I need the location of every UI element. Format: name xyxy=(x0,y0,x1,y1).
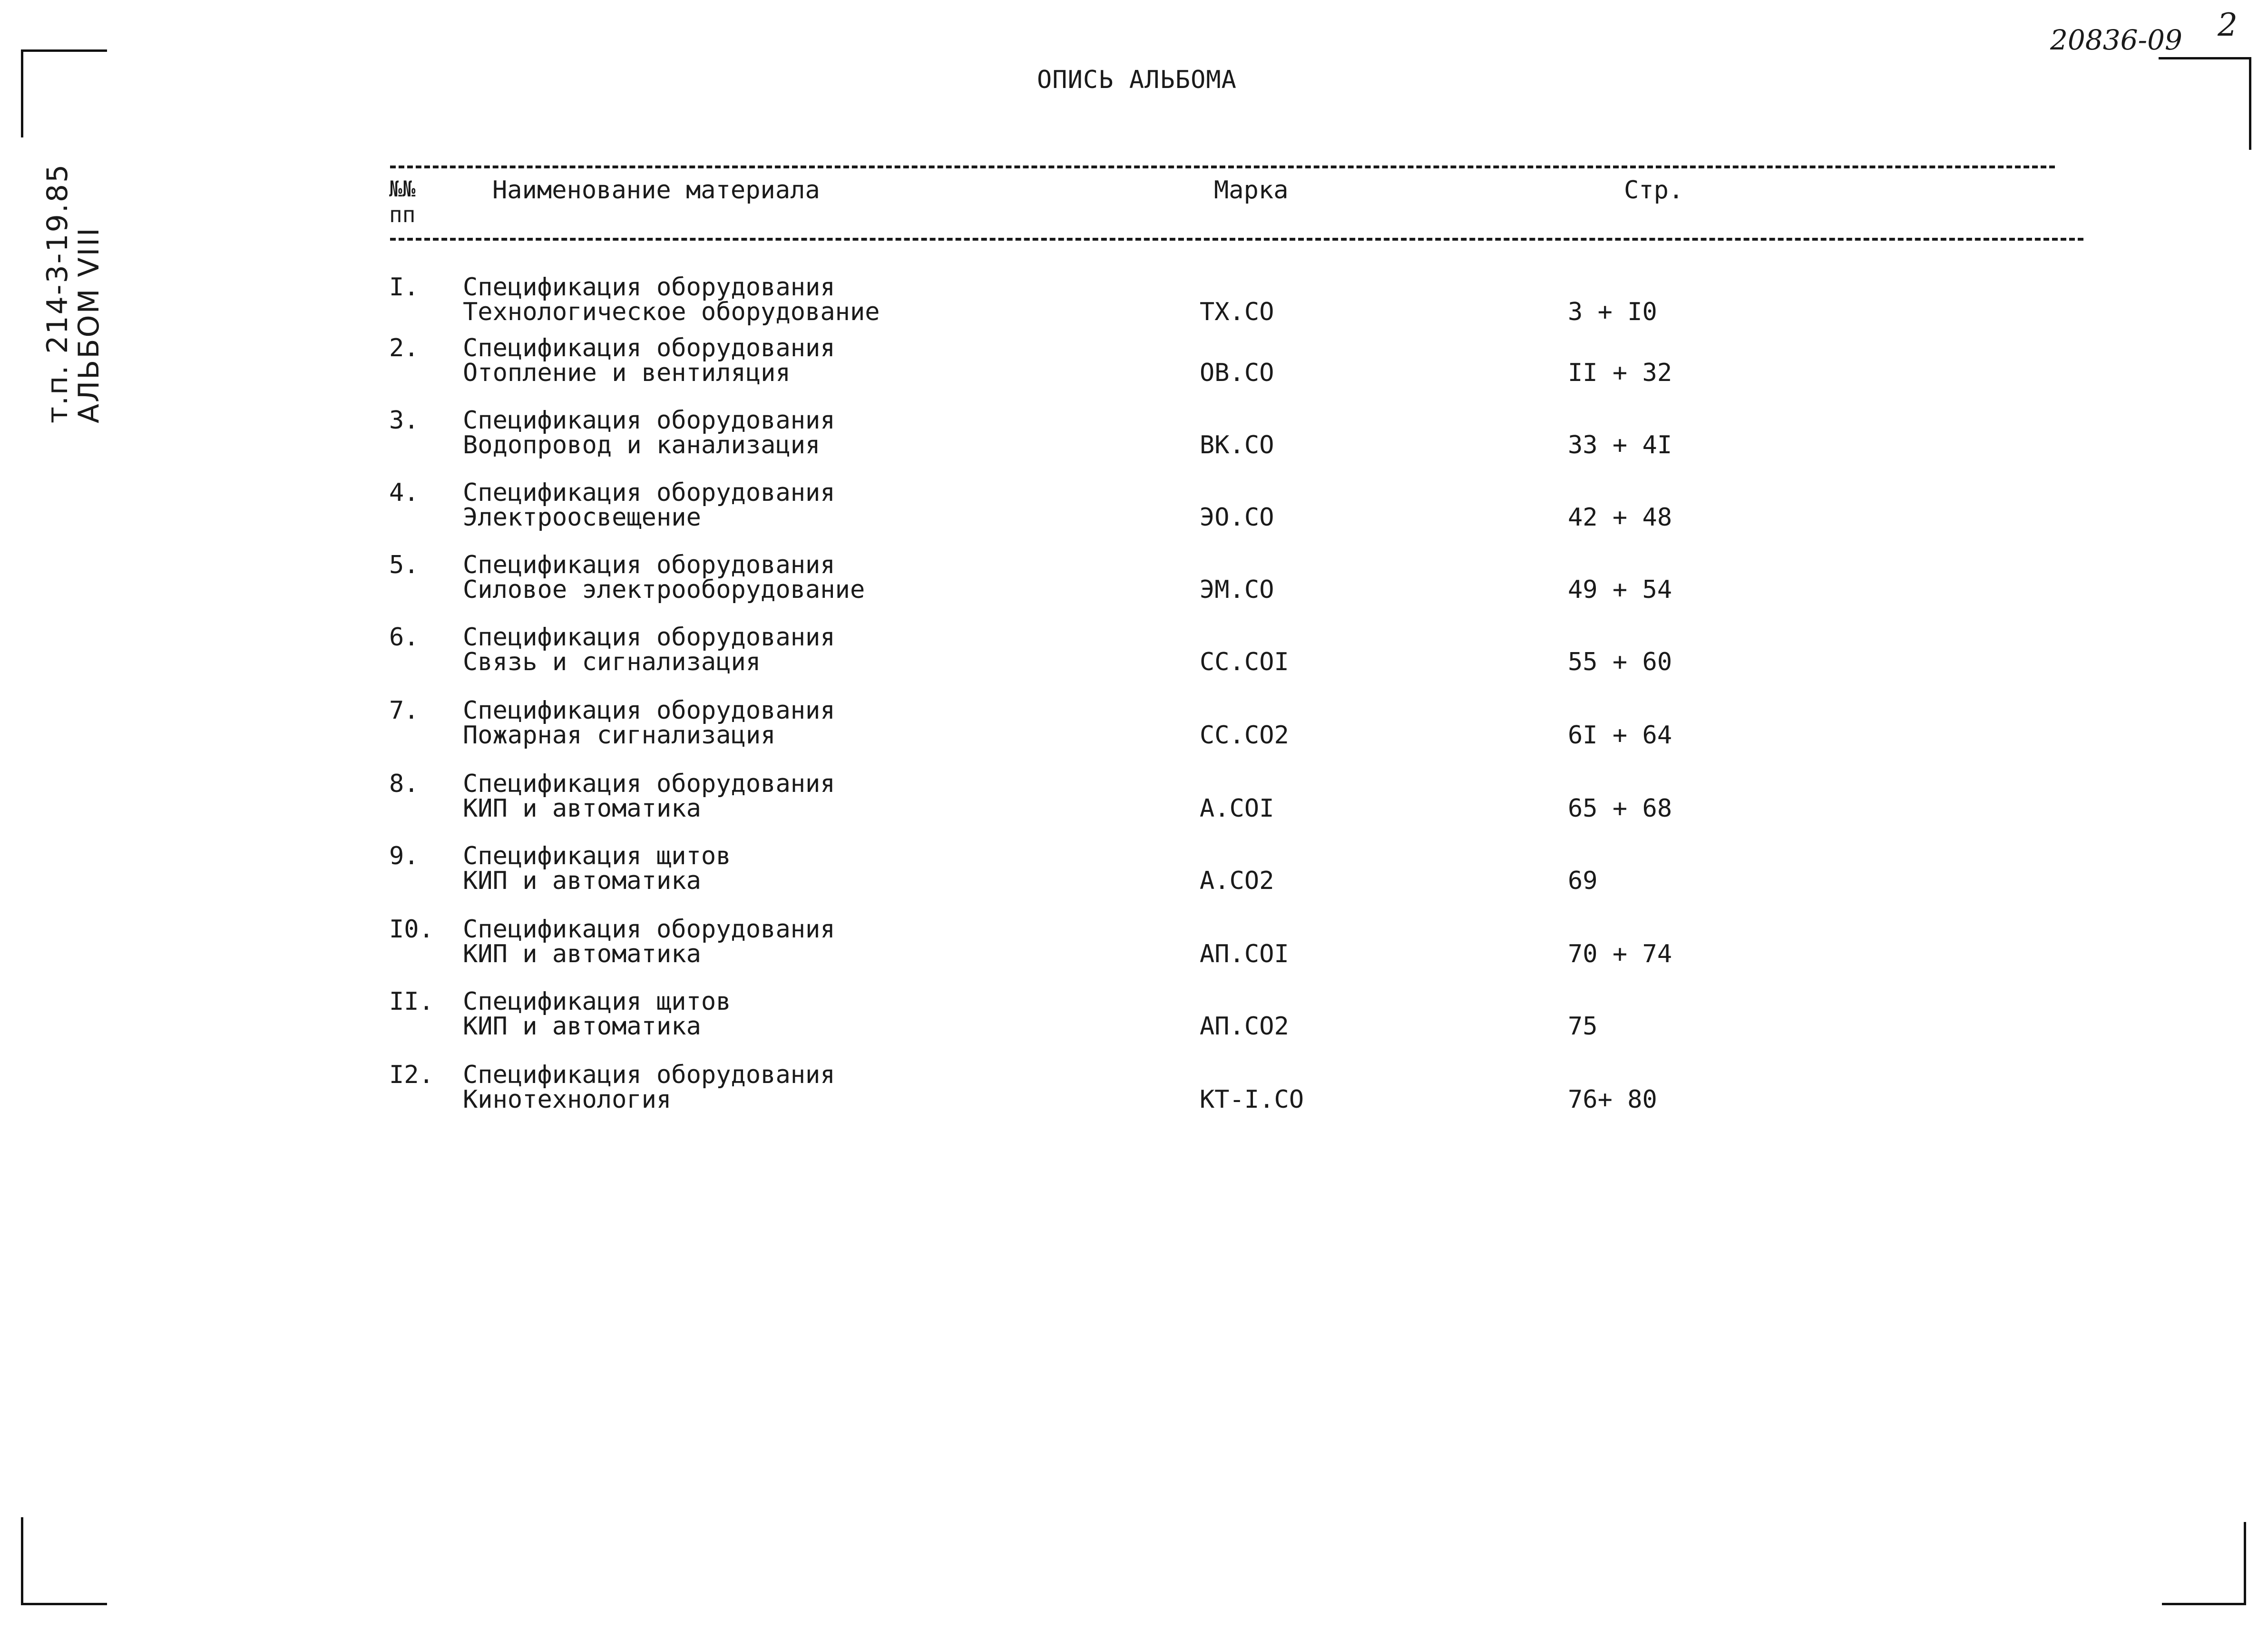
table-row xyxy=(0,625,2268,696)
row-mark: КТ-I.СО xyxy=(1200,1085,1304,1114)
row-name xyxy=(463,336,835,385)
row-number: 5. xyxy=(389,551,419,579)
column-header-name: Наименование материала xyxy=(492,176,820,205)
row-pages: 76+ 80 xyxy=(1568,1085,1657,1114)
row-pages: 3 + I0 xyxy=(1568,298,1657,326)
row-name xyxy=(463,1063,835,1112)
row-name-line1: Спецификация оборудования xyxy=(463,770,835,798)
row-name-line2: КИП и автоматика xyxy=(463,794,701,823)
column-header-number xyxy=(389,176,415,227)
row-name-line2: Водопровод и канализация xyxy=(463,431,821,459)
row-number: I2. xyxy=(389,1061,434,1089)
row-name xyxy=(463,698,835,748)
row-mark: ЭО.СО xyxy=(1200,503,1274,532)
row-name xyxy=(463,480,835,530)
row-name-line1: Спецификация оборудования xyxy=(463,334,835,362)
table-row xyxy=(0,844,2268,915)
row-number: 3. xyxy=(389,406,419,435)
row-name-line2: Силовое электрооборудование xyxy=(463,576,865,604)
row-name-line2: Связь и сигнализация xyxy=(463,648,761,676)
frame-corner-bottom-right xyxy=(2162,1522,2246,1605)
row-name xyxy=(463,989,731,1039)
row-number: 4. xyxy=(389,478,419,507)
side-stamp-line2: АЛЬБОМ VIII xyxy=(72,226,106,423)
row-number: I0. xyxy=(389,915,434,944)
row-name-line2: Пожарная сигнализация xyxy=(463,721,776,750)
row-name-line2: КИП и автоматика xyxy=(463,867,701,895)
row-name-line1: Спецификация оборудования xyxy=(463,915,835,944)
row-number: 7. xyxy=(389,696,419,725)
row-name-line1: Спецификация оборудования xyxy=(463,273,835,302)
frame-corner-top-right xyxy=(2159,57,2251,150)
row-pages: 75 xyxy=(1568,1012,1598,1041)
page-number: 2 xyxy=(2218,7,2238,43)
header-top-rule xyxy=(390,166,2055,168)
row-number: 8. xyxy=(389,770,419,798)
row-number: 9. xyxy=(389,842,419,870)
table-row xyxy=(0,408,2268,479)
page-title: ОПИСЬ АЛЬБОМА xyxy=(1037,66,1237,94)
row-pages: II + 32 xyxy=(1568,359,1672,387)
frame-corner-top-left xyxy=(21,49,107,137)
row-name xyxy=(463,917,835,966)
row-pages: 65 + 68 xyxy=(1568,794,1672,823)
row-name-line2: Технологическое оборудование xyxy=(463,298,880,326)
row-name xyxy=(463,771,835,821)
row-pages: 6I + 64 xyxy=(1568,721,1672,750)
column-header-mark: Марка xyxy=(1214,176,1289,205)
table-row xyxy=(0,989,2268,1061)
row-pages: 69 xyxy=(1568,867,1598,895)
side-stamp-line1: т.п. 214-3-19.85 xyxy=(41,163,74,423)
column-header-number-line2: пп xyxy=(389,202,416,227)
table-row xyxy=(0,553,2268,624)
row-number: II. xyxy=(389,987,434,1016)
row-name-line1: Спецификация оборудования xyxy=(463,551,835,579)
row-pages: 33 + 4I xyxy=(1568,431,1672,459)
row-name-line2: Электроосвещение xyxy=(463,503,701,532)
row-name xyxy=(463,553,865,602)
table-row xyxy=(0,917,2268,988)
row-name-line2: КИП и автоматика xyxy=(463,940,701,968)
row-name xyxy=(463,625,835,674)
row-mark: АП.СО2 xyxy=(1200,1012,1289,1041)
row-name-line1: Спецификация щитов xyxy=(463,987,731,1016)
header-bottom-rule xyxy=(390,238,2083,241)
row-name-line1: Спецификация оборудования xyxy=(463,696,835,725)
row-mark: ОВ.СО xyxy=(1200,359,1274,387)
row-name-line2: КИП и автоматика xyxy=(463,1012,701,1041)
row-name-line2: Кинотехнология xyxy=(463,1085,672,1114)
table-row xyxy=(0,480,2268,552)
row-pages: 55 + 60 xyxy=(1568,648,1672,676)
row-name-line2: Отопление и вентиляция xyxy=(463,359,791,387)
row-name-line1: Спецификация оборудования xyxy=(463,406,835,435)
row-mark: ТХ.СО xyxy=(1200,298,1274,326)
row-mark: СС.СОI xyxy=(1200,648,1289,676)
table-row xyxy=(0,698,2268,770)
row-name xyxy=(463,408,835,458)
table-row xyxy=(0,771,2268,843)
row-mark: СС.СО2 xyxy=(1200,721,1289,750)
column-header-page: Стр. xyxy=(1624,176,1684,205)
row-mark: ВК.СО xyxy=(1200,431,1274,459)
row-name xyxy=(463,275,880,324)
frame-corner-bottom-left xyxy=(21,1517,107,1605)
row-name-line1: Спецификация оборудования xyxy=(463,478,835,507)
row-mark: ЭМ.СО xyxy=(1200,576,1274,604)
row-name-line1: Спецификация оборудования xyxy=(463,1061,835,1089)
table-row xyxy=(0,1063,2268,1134)
row-pages: 70 + 74 xyxy=(1568,940,1672,968)
row-mark: А.СОI xyxy=(1200,794,1274,823)
row-name xyxy=(463,844,731,893)
row-mark: АП.СОI xyxy=(1200,940,1289,968)
row-name-line1: Спецификация оборудования xyxy=(463,623,835,652)
row-pages: 49 + 54 xyxy=(1568,576,1672,604)
row-number: 6. xyxy=(389,623,419,652)
row-number: I. xyxy=(389,273,419,302)
column-header-number-line1: №№ xyxy=(389,176,416,202)
row-mark: А.СО2 xyxy=(1200,867,1274,895)
row-name-line1: Спецификация щитов xyxy=(463,842,731,870)
table-row xyxy=(0,336,2268,407)
row-pages: 42 + 48 xyxy=(1568,503,1672,532)
document-number: 20836-09 xyxy=(2050,24,2182,56)
row-number: 2. xyxy=(389,334,419,362)
